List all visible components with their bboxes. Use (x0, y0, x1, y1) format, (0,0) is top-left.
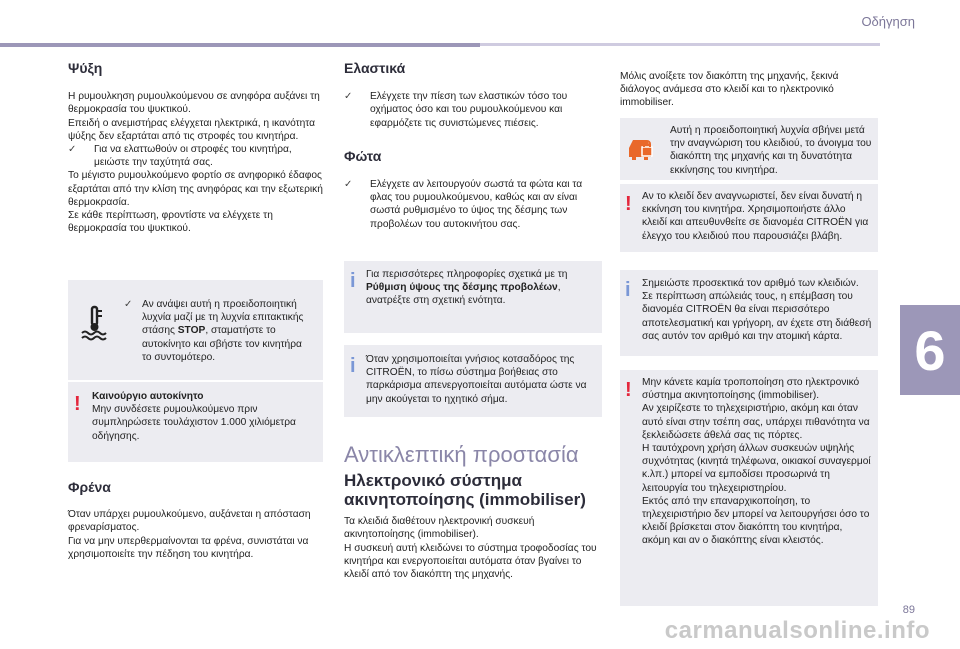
tyres-bullet: ✓ Ελέγχετε την πίεση των ελαστικών τόσο του οχήματος όσο και του ρυμουλκούμενου και εφαρμόζετε τις συνιστώμενες πιέσεις. (344, 91, 568, 129)
car-lock-icon (626, 130, 656, 166)
coolant-warning-text: ✓ Αν ανάψει αυτή η προειδοποιητική λυχνία μαζί με τη λυχνία επιτακτικής στάσης STOP, σταματήστε το αυτοκίνητο και σβήστε τον κινητήρα το συντομότερο. (124, 299, 304, 363)
info-icon: i (350, 355, 356, 377)
section-title: Αντικλεπτική προστασία (344, 442, 579, 467)
immobiliser-title: Ηλεκτρονικό σύστημα ακινητοποίησης (immobiliser) (344, 471, 586, 510)
page-number: 89 (902, 604, 915, 616)
key-number-info-text: Σημειώστε προσεκτικά τον αριθμό των κλειδιών. Σε περίπτωση απώλειάς τους, η επέμβαση του διανομέα CITROËN θα είναι περισσότερο αποτελεσματική και γρήγορη, αν έχετε στη διάθεσή σας αυτόν τον αριθμό και την ατομική κάρτα. (642, 278, 872, 342)
exclamation-icon: ! (625, 193, 632, 215)
new-car-text: Καινούργιο αυτοκίνητο Μην συνδέσετε ρυμουλκούμενο πριν συμπληρώσετε τουλάχιστον 1.000 χιλιόμετρα οδήγησης. (92, 391, 296, 442)
column-2 (344, 62, 602, 231)
watermark: carmanualsonline.info (664, 617, 930, 644)
header-bar (0, 43, 480, 47)
coolant-temperature-icon (80, 305, 110, 341)
tyres-title: Ελαστικά (344, 60, 406, 76)
brakes-para-2: Για να μην υπερθερμαίνονται τα φρένα, συνιστάται να χρησιμοποιείτε την πέδηση του κινητήρα. (68, 535, 309, 560)
lights-bullet: ✓ Ελέγχετε αν λειτουργούν σωστά τα φώτα και τα φλας του ρυμουλκούμενου, καθώς και αν είναι σωστά ρυθμισμένο το ύψος της δέσμης των προβολέων του αυτοκινήτου σας. (344, 179, 583, 230)
info-headlamp-text: Για περισσότερες πληροφορίες σχετικά με τη Ρύθμιση ύψους της δέσμης προβολέων, ανατρέξτε στη σχετική ενότητα. (366, 269, 568, 307)
exclamation-icon: ! (74, 393, 81, 415)
immobiliser-intro: Μόλις ανοίξετε τον διακόπτη της μηχανής, ξεκινά διάλογος ανάμεσα στο κλειδί και το ηλεκτρονικό immobiliser. (620, 71, 839, 109)
immobiliser-lamp-text: Αυτή η προειδοποιητική λυχνία σβήνει μετά την αναγνώριση του κλειδιού, το άνοιγμα του διακόπτη της μηχανής και τη δυνατότητα εκκίνησης του κινητήρα. (670, 125, 872, 176)
check-icon: ✓ (124, 299, 133, 310)
column-1 (68, 62, 323, 235)
key-warning-text: Αν το κλειδί δεν αναγνωριστεί, δεν είναι δυνατή η εκκίνηση του κινητήρα. Χρησιμοποιήστε άλλο κλειδί και απευθυνθείτε σε διανομέα CITROËN για έλεγχο του κλειδιού που παρουσιάζει βλάβη. (642, 191, 869, 242)
chapter-number: 6 (914, 319, 946, 382)
anti-theft-section (344, 442, 602, 581)
brakes-title: Φρένα (68, 479, 111, 495)
immobiliser-para-1: Τα κλειδιά διαθέτουν ηλεκτρονική συσκευή ακινητοποίησης (immobiliser). (344, 516, 535, 541)
check-icon: ✓ (344, 179, 353, 191)
header-bar-light (480, 43, 880, 46)
info-icon: i (625, 279, 631, 301)
exclamation-icon: ! (625, 379, 632, 401)
lights-title: Φώτα (344, 147, 382, 164)
cooling-para-4: Σε κάθε περίπτωση, φροντίστε να ελέγχετε τη θερμοκρασία του ψυκτικού. (68, 210, 273, 235)
check-icon: ✓ (344, 91, 353, 103)
info-icon: i (350, 270, 356, 292)
check-icon: ✓ (68, 144, 77, 156)
brakes-section (68, 481, 323, 561)
brakes-para-1: Όταν υπάρχει ρυμουλκούμενο, αυξάνεται η απόσταση φρεναρίσματος. (68, 509, 311, 534)
cooling-para-2: Επειδή ο ανεμιστήρας ελέγχεται ηλεκτρικά, η ικανότητα ψύξης δεν εξαρτάται από τις στροφές του κινητήρα. (68, 117, 316, 142)
info-parking-text: Όταν χρησιμοποιείται γνήσιος κοτσαδόρος της CITROËN, το πίσω σύστημα βοήθειας στο παρκάρισμα απενεργοποιείται αυτόματα ώστε να μην ακούγεται το ηχητικό σήμα. (366, 354, 587, 405)
cooling-title: Ψύξη (68, 60, 103, 76)
cooling-para-1: Η ρυμουλκηση ρυμουλκούμενου σε ανηφόρα αυξάνει τη θερμοκρασία του ψυκτικού. (68, 91, 320, 116)
immobiliser-para-2: Η συσκευή αυτή κλειδώνει το σύστημα τροφοδοσίας του κινητήρα και ενεργοποιείται αυτόματα όταν βγαίνει το κλειδί από τον διακόπτη της μηχανής. (344, 542, 597, 581)
cooling-para-3: Το μέγιστο ρυμουλκούμενο φορτίο σε ανηφορικό έδαφος εξαρτάται από την κλίση της ανηφόρας και την εξωτερική θερμοκρασία. (68, 170, 323, 208)
page-title: Οδήγηση (861, 14, 915, 29)
cooling-bullet: ✓ Για να ελαττωθούν οι στροφές του κινητήρα, μειώστε την ταχύτητά σας. (68, 144, 292, 169)
immobiliser-warning-text: Μην κάνετε καμία τροποποίηση στο ηλεκτρονικό σύστημα ακινητοποίησης (immobiliser). Αν χειρίζεστε το τηλεχειριστήριο, ακόμη και όταν αυτό είναι στην τσέπη σας, υπάρχει πιθανότητα να ξεκλειδώσετε άθελά σας τις πόρτες. Η ταυτόχρονη χρήση άλλων συσκευών υψηλής συχνότητας (κινητά τηλέφωνα, οικιακοί συναγερμοί κ.λπ.) μπορεί να εμποδίσει προσωρινά τη λειτουργία του τηλεχειριστηρίου. Εκτός από την επαναρχικοποίηση, το τηλεχειριστήριο δεν μπορεί να λειτουργήσει όσο το κλειδί βρίσκεται στον διακόπτη του κινητήρα, ακόμη και αν ο διακόπτης είναι κλειστός. (642, 377, 871, 547)
